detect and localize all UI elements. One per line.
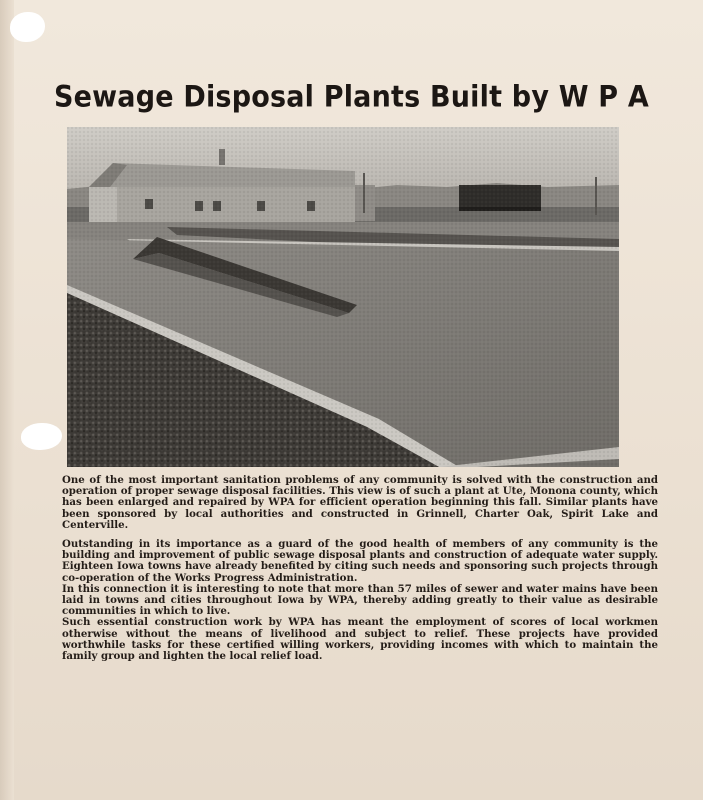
sewage-plant-photo-image <box>67 127 619 467</box>
punch-hole-top <box>10 12 45 42</box>
headline: Sewage Disposal Plants Built by W P A <box>54 80 649 115</box>
paragraph-2: Outstanding in its importance as a guard of the good health of members of any community is the building and improvement of public sewage disposal plants and construction of adequate water supply. Eighteen Iowa towns have already benefited by citing such needs and sponsoring such projects through co-operation of the Works Progress Administration. <box>62 538 658 584</box>
paragraph-1: One of the most important sanitation problems of any community is solved with the construction and operation of proper sewage disposal facilities. This view is of such a plant at Ute, Monona county, which has been enlarged and repaired by WPA for efficient operation beginning this fall. Similar plants have been sponsored by local authorities and constructed in Grinnell, Charter Oak, Spirit Lake and Centerville. <box>62 474 658 531</box>
punch-hole-bottom <box>21 423 62 450</box>
sewage-plant-photo <box>67 127 619 467</box>
paragraph-4: Such essential construction work by WPA has meant the employment of scores of local workmen otherwise without the means of livelihood and subject to relief. These projects have provided worthwhile tasks for these certified willing workers, providing incomes with which to maintain the family group and lighten the local relief load. <box>62 616 658 663</box>
article-body <box>62 475 658 670</box>
page-edge-shadow <box>0 0 14 800</box>
paragraph-3: In this connection it is interesting to note that more than 57 miles of sewer and water mains have been laid in towns and cities throughout Iowa by WPA, thereby adding greatly to their value as desirable communities in which to live. <box>62 582 658 618</box>
